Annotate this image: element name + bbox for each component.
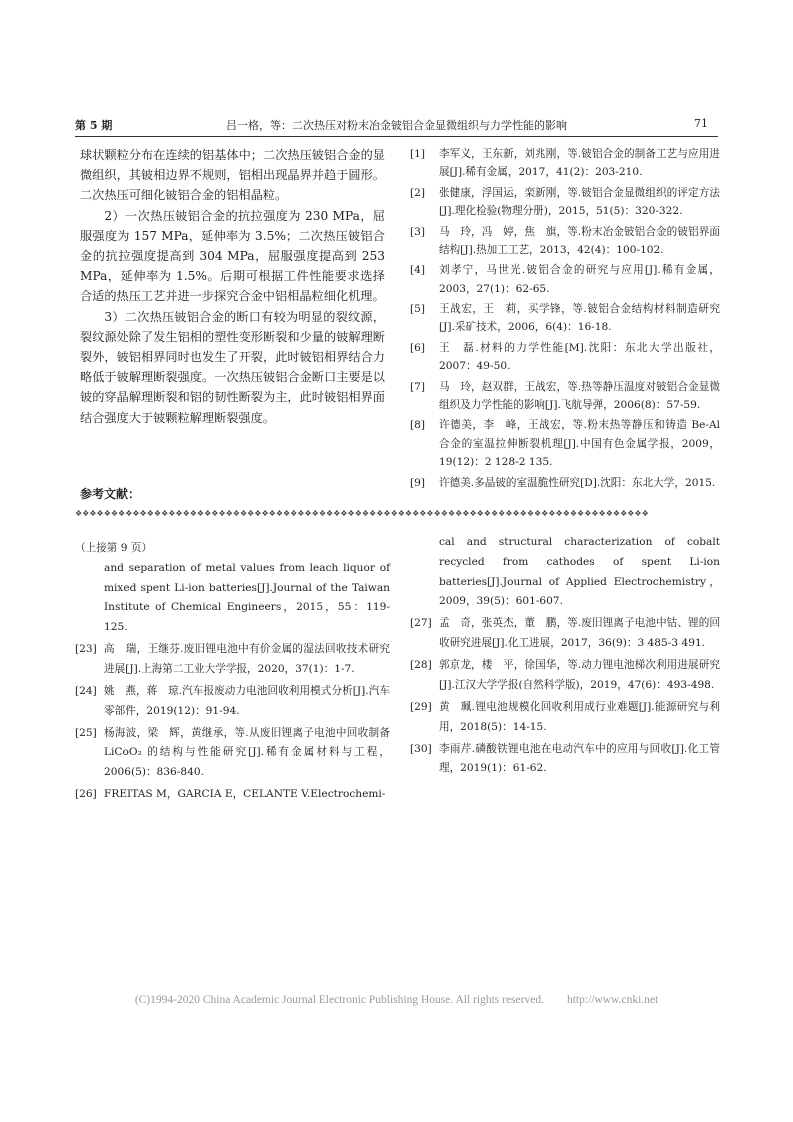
reference-text: 王 磊.材料的力学性能[M].沈阳：东北大学出版社，2007：49-50. bbox=[439, 341, 720, 373]
reference-item bbox=[75, 785, 390, 805]
copyright-footer: (C)1994-2020 China Academic Journal Electronic Publishing House. All rights reserved. http://www.cnki.net bbox=[134, 994, 659, 1006]
reference-text: 张健康，浮国运，栾新刚，等.铍铝合金显微组织的评定方法[J].理化检验(物理分册)，2015，51(5)：320-322. bbox=[439, 186, 720, 218]
reference-item bbox=[410, 339, 720, 376]
reference-number: [24] bbox=[75, 684, 97, 697]
reference-text: 马 玲，赵双群，王战宏，等.热等静压温度对铍铝合金显微组织及力学性能的影响[J].飞航导弹，2006(8)：57-59. bbox=[439, 380, 720, 411]
header-rule bbox=[75, 136, 718, 137]
continued-references-left bbox=[75, 539, 390, 807]
reference-number: [23] bbox=[75, 642, 97, 655]
reference-text: 李雨芹.磷酸铁锂电池在电动汽车中的应用与回收[J].化工管理，2019(1)：61-62. bbox=[439, 742, 720, 775]
references-heading: 参考文献： bbox=[80, 487, 141, 501]
reference-text: 李军义，王东新，刘兆刚，等.铍铝合金的制备工艺与应用进展[J].稀有金属，2017，41(2)：203-210. bbox=[439, 148, 720, 179]
reference-text: 许德美，李 峰，王战宏，等.粉末热等静压和铸造 Be-Al 合金的室温拉伸断裂机理[J].中国有色金属学报，2009，19(12)：2 128-2 135. bbox=[439, 419, 720, 469]
reference-item bbox=[410, 656, 720, 696]
reference-text: 马 玲，冯 婷，焦 旗，等.粉末冶金铍铝合金的铍铝界面结构[J].热加工工艺，2013，42(4)：100-102. bbox=[439, 225, 720, 256]
continued-note: （上接第 9 页） bbox=[75, 542, 153, 554]
reference-text: FREITAS M，GARCIA E，CELANTE V.Electrochemi- bbox=[104, 788, 386, 801]
reference-item bbox=[410, 184, 720, 221]
reference-number: [3] bbox=[410, 225, 426, 238]
body-paragraph-2: 2）一次热压铍铝合金的抗拉强度为 230 MPa，屈服强度为 157 MPa，延伸率为 3.5%；二次热压铍铝合金的抗拉强度提高到 304 MPa，屈服强度提高到 253 MPa，延伸率为 1.5%。后期可根据工件性能要求选择合适的热压工艺并进一步探究合金中铝相晶粒细化机理。 bbox=[80, 208, 385, 304]
reference-item bbox=[410, 261, 720, 298]
reference-item bbox=[410, 698, 720, 738]
reference-number: [28] bbox=[410, 658, 432, 671]
reference-number: [5] bbox=[410, 303, 426, 316]
reference-item bbox=[410, 300, 720, 337]
reference-text: 姚 燕，蒋 琼.汽车报废动力电池回收利用模式分析[J].汽车零部件，2019(12)：91-94. bbox=[104, 684, 390, 717]
reference-number: [27] bbox=[410, 617, 432, 630]
reference-number: [1] bbox=[410, 148, 426, 160]
reference-number: [6] bbox=[410, 341, 426, 354]
body-paragraph-1: 球状颗粒分布在连续的铝基体中；二次热压铍铝合金的显微组织，其铍相边界不规则，铝相出现晶界并趋于圆形。二次热压可细化铍铝合金的铝相晶粒。 bbox=[80, 148, 385, 203]
continued-references-right bbox=[410, 533, 720, 781]
reference-item bbox=[410, 145, 720, 182]
reference-item bbox=[75, 724, 390, 783]
reference-item bbox=[410, 223, 720, 260]
reference-number: [4] bbox=[410, 264, 426, 277]
reference-text: 黄 珮.锂电池规模化回收利用成行业难题[J].能源研究与利用，2018(5)：14-15. bbox=[439, 700, 720, 733]
conclusion-text bbox=[80, 145, 385, 428]
reference-number: [29] bbox=[410, 700, 432, 713]
reference-item bbox=[75, 640, 390, 680]
reference-item bbox=[410, 416, 720, 471]
ornamental-divider: ❖❖❖❖❖❖❖❖❖❖❖❖❖❖❖❖❖❖❖❖❖❖❖❖❖❖❖❖❖❖❖❖❖❖❖❖❖❖❖❖❖❖❖❖❖❖❖❖❖❖❖❖❖❖❖❖❖❖❖❖❖❖❖❖❖❖❖❖❖❖❖❖❖❖❖❖❖❖❖❖ bbox=[75, 509, 649, 518]
reference-number: [8] bbox=[410, 419, 426, 432]
reference-text: 许德美.多晶铍的室温脆性研究[D].沈阳：东北大学，2015. bbox=[439, 476, 716, 489]
reference-number: [9] bbox=[410, 476, 426, 489]
page-number: 71 bbox=[694, 117, 708, 130]
reference-text: 杨海波，梁 辉，黄继承，等.从废旧锂离子电池中回收制备 LiCoO₂ 的结构与性能研究[J].稀有金属材料与工程，2006(5)：836-840. bbox=[104, 726, 390, 779]
reference-item bbox=[410, 378, 720, 415]
reference-number: [30] bbox=[410, 742, 432, 755]
reference-list bbox=[410, 145, 720, 494]
reference-number: [26] bbox=[75, 788, 97, 801]
reference-item bbox=[410, 474, 720, 492]
running-head bbox=[75, 117, 718, 133]
reference-number: [2] bbox=[410, 186, 426, 199]
reference-number: [7] bbox=[410, 380, 426, 393]
reference-text: 郭京龙，楼 平，徐国华，等.动力锂电池梯次利用进展研究[J].江汉大学学报(自然科学版)，2019，47(6)：493-498. bbox=[439, 658, 720, 691]
reference-text: 刘孝宁，马世光.铍铝合金的研究与应用[J].稀有金属，2003，27(1)：62-65. bbox=[439, 264, 720, 295]
reference-item bbox=[410, 740, 720, 780]
reference-item bbox=[75, 682, 390, 722]
reference-item bbox=[410, 614, 720, 654]
reference-text: 王战宏，王 莉，买学锋，等.铍铝合金结构材料制造研究[J].采矿技术，2006，6(4)：16-18. bbox=[439, 303, 720, 334]
continued-reference-fragment: cal and structural characterization of cobalt recycled from cathodes of spent Li-ion batteries[J].Journal of Applied Electrochemistry，2009，39(5)：601-607. bbox=[439, 536, 720, 608]
continued-reference-fragment: and separation of metal values from leach liquor of mixed spent Li-ion batteries[J].Journal of the Taiwan Institute of Chemical Engineers，2015，55：119-125. bbox=[104, 561, 390, 634]
reference-text: 孟 奇，张英杰，董 鹏，等.废旧锂离子电池中钴、锂的回收研究进展[J].化工进展，2017，36(9)：3 485-3 491. bbox=[439, 617, 720, 649]
running-head-title: 吕一格，等：二次热压对粉末冶金铍铝合金显微组织与力学性能的影响 bbox=[226, 119, 567, 132]
body-paragraph-3: 3）二次热压铍铝合金的断口有较为明显的裂纹源，裂纹源处除了发生铝相的塑性变形断裂和少量的铍解理断裂外，铍铝相界同时也发生了开裂，此时铍铝相界结合力略低于铍解理断裂强度。一次热压铍铝合金断口主要是以铍的穿晶解理断裂和铝的韧性断裂为主，此时铍铝相界面结合强度大于铍颗粒解理断裂强度。 bbox=[80, 309, 385, 425]
reference-number: [25] bbox=[75, 726, 97, 739]
issue-number: 第 5 期 bbox=[75, 119, 113, 132]
reference-text: 高 瑞，王继芬.废旧锂电池中有价金属的湿法回收技术研究进展[J].上海第二工业大学学报，2020，37(1)：1-7. bbox=[104, 642, 390, 675]
